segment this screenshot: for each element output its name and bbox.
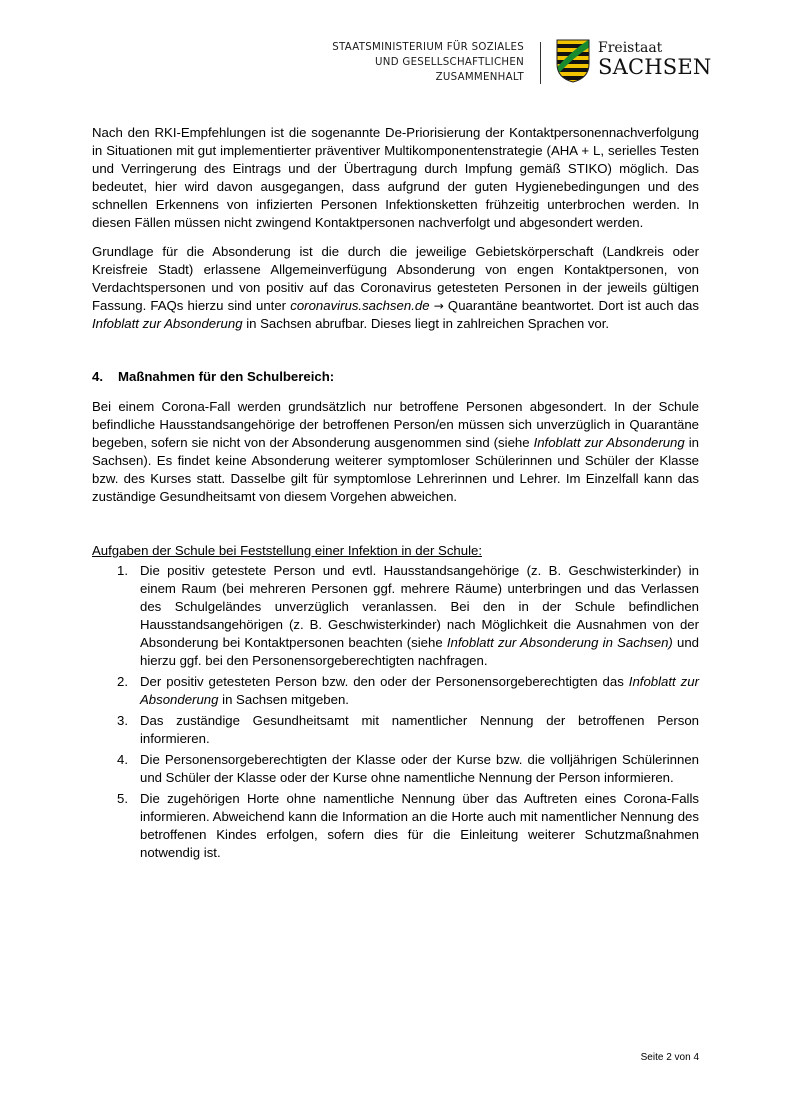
website-link[interactable]: coronavirus.sachsen.de	[290, 298, 430, 313]
section-title: Maßnahmen für den Schulbereich:	[118, 369, 335, 384]
header-divider	[540, 42, 541, 84]
brand-line-2: SACHSEN	[598, 55, 712, 79]
paragraph-absonderung: Grundlage für die Absonderung ist die durch die jeweilige Gebietskörperschaft (Landkreis oder Kreisfreie Stadt) erlassene Allgemeinverfügung Absonderung von engen Kontaktpersonen, von Verdachtspersonen und von positiv auf das Coronavirus getesteten Personen in der jeweils gültigen Fassung. FAQs hierzu sind unter coronavirus.sachsen.de → Quarantäne beantwortet. Dort ist auch das Infoblatt zur Absonderung in Sachsen abrufbar. Dieses liegt in zahlreichen Sprachen vor.	[92, 244, 699, 331]
list-item: 4. Die Personensorgeberechtigten der Klasse oder der Kurse bzw. die volljährigen Schülerinnen und Schüler der Klasse oder der Kurse ohne namentliche Nennung der Person informieren.	[117, 752, 699, 785]
infoblatt-reference: Infoblatt zur Absonderung	[533, 435, 685, 450]
ministry-line-1: STAATSMINISTERIUM FÜR SOZIALES	[332, 42, 524, 53]
paragraph-corona-fall: Bei einem Corona-Fall werden grundsätzlich nur betroffene Personen abgesondert. In der Schule befindliche Hausstandsangehörige der betroffenen Person/en müssen sich unverzüglich in Quarantäne begeben, sofern sie nicht von der Absonderung ausgenommen sind (siehe Infoblatt zur Absonderung in Sachsen). Es findet keine Absonderung weiterer symptomloser Schülerinnen und Schüler der Klasse bzw. des Kurses statt. Dasselbe gilt für symptomlose Lehrerinnen und Lehrer. Im Einzelfall kann das zuständige Gesundheitsamt von diesem Vorgehen abweichen.	[92, 399, 699, 504]
page-number: Seite 2 von 4	[640, 1052, 699, 1063]
arrow-right-icon: →	[433, 299, 444, 313]
ministry-line-3: ZUSAMMENHALT	[435, 72, 524, 83]
list-item: 3. Das zuständige Gesundheitsamt mit namentlicher Nennung der betroffenen Person informieren.	[117, 713, 699, 746]
document-body	[92, 124, 699, 865]
list-item: 5. Die zugehörigen Horte ohne namentliche Nennung über das Auftreten eines Corona-Falls informieren. Abweichend kann die Information an die Horte auch mit namentlicher Nennung des betroffenen Kindes erfolgen, sofern dies für die Einleitung weiterer Schutzmaßnahmen notwendig ist.	[117, 791, 699, 860]
brand-line-1: Freistaat	[598, 40, 663, 56]
tasks-heading: Aufgaben der Schule bei Feststellung einer Infektion in der Schule:	[92, 543, 483, 558]
letterhead	[0, 38, 792, 88]
list-item: 1. Die positiv getestete Person und evtl. Hausstandsangehörige (z. B. Geschwisterkinder) in einem Raum (bei mehreren Personen ggf. mehrere Räume) unterbringen und das Verlassen des Schulgeländes unverzüglich veranlassen. Bei den in der Schule befindlichen Hausstandsangehörigen (z. B. Geschwisterkinder) nach Möglichkeit die Ausnahmen von der Absonderung bei Kontaktpersonen beachten (siehe Infoblatt zur Absonderung in Sachsen) und hierzu ggf. bei den Personensorgeberechtigten nachfragen.	[117, 563, 700, 668]
infoblatt-reference: Infoblatt zur Absonderung	[92, 316, 243, 331]
tasks-list	[92, 562, 699, 862]
ministry-name	[332, 40, 524, 85]
section-heading	[92, 368, 699, 386]
list-item: 2. Der positiv getesteten Person bzw. den oder der Personensorgeberechtigten das Infoblatt zur Absonderung in Sachsen mitgeben.	[117, 674, 700, 707]
saxony-coat-of-arms-icon	[555, 38, 591, 84]
brand-logo-text	[598, 40, 711, 78]
paragraph-rki: Nach den RKI-Empfehlungen ist die sogenannte De-Priorisierung der Kontaktpersonennachverfolgung in Situationen mit gut implementierter präventiver Multikomponentenstrategie (AHA + L, serielles Testen und Verringerung des Eintrags und der Übertragung durch Impfung gemäß STIKO) möglich. Das bedeutet, hier wird davon ausgegangen, dass aufgrund der guten Hygienebedingungen und des schnellen Erkennens von infizierten Personen Infektionsketten frühzeitig unterbrochen werden. In diesen Fällen müssen nicht zwingend Kontaktpersonen nachverfolgt und abgesondert werden.	[92, 125, 699, 230]
ministry-line-2: UND GESELLSCHAFTLICHEN	[375, 57, 524, 68]
section-number: 4.	[92, 369, 103, 384]
